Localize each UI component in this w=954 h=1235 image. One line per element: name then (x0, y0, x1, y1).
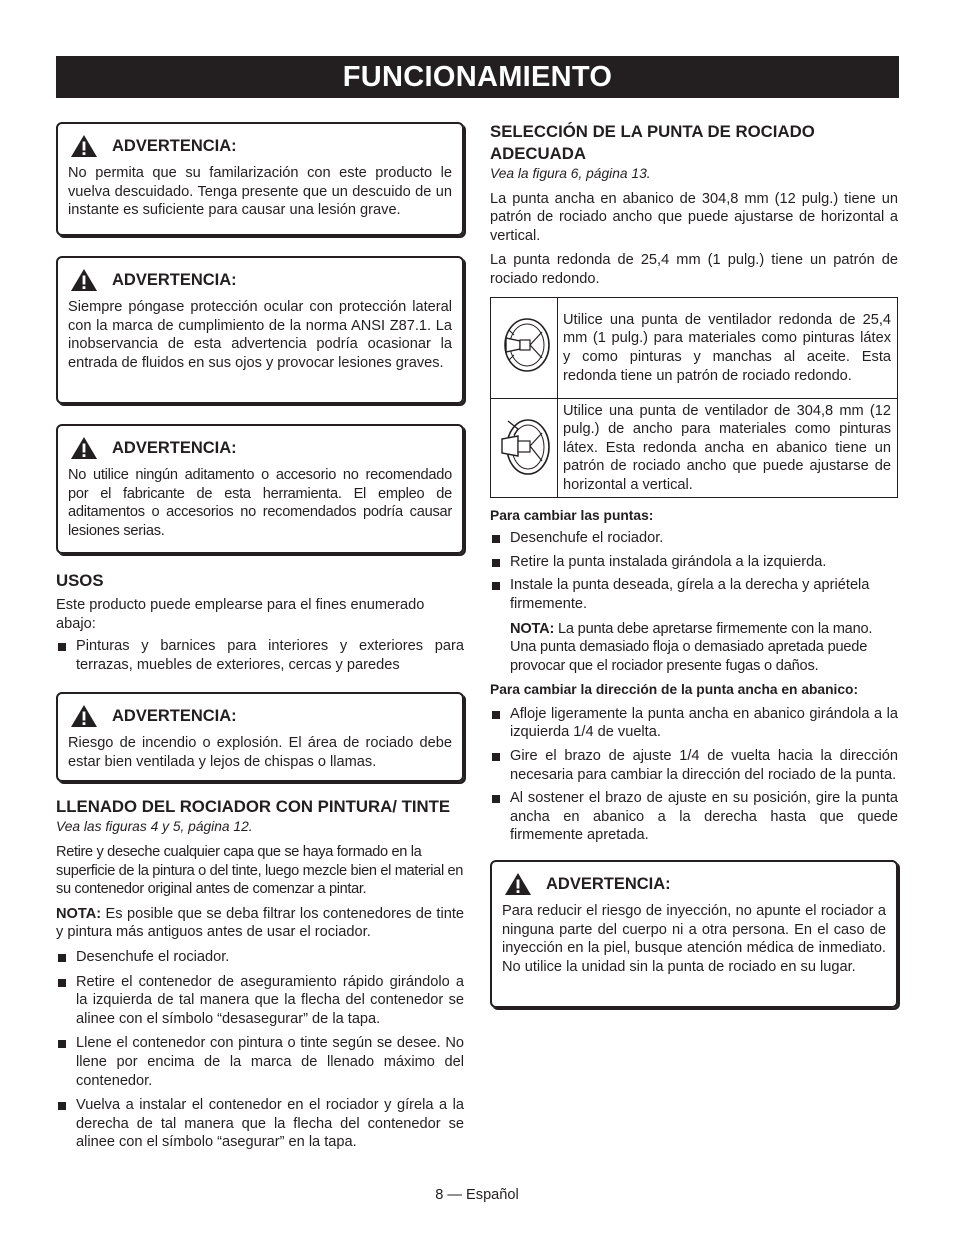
warning-box (56, 692, 464, 782)
section-heading-usos: USOS (56, 571, 104, 590)
change-direction-list (490, 705, 898, 845)
warning-box (56, 256, 464, 404)
tip-description: Utilice una punta de ventilador de 304,8 mm (12 pulg.) de ancho para materiales como pinturas látex. Esta redonda ancha en abanico tiene un patrón de rociado ancho que puede ajustarse de horizontal a vertical. (558, 398, 898, 497)
warning-triangle-icon (70, 134, 98, 158)
list-item: Desenchufe el rociador. (56, 948, 464, 967)
right-column (490, 122, 898, 1008)
warning-header (68, 702, 452, 730)
warning-header (68, 434, 452, 462)
warning-text: Siempre póngase protección ocular con protección lateral con la marca de cumplimiento de la norma ANSI Z87.1. La inobservancia de esta advertencia podría ocasionar la entrada de fluidos en sus ojos y provocar lesiones graves. (68, 299, 452, 371)
warning-text: No permita que su familarización con este producto le vuelva descuidado. Tenga presente que un descuido de un instante es suficiente para causar una lesión grave. (68, 165, 452, 219)
tip-table (490, 297, 898, 498)
list-item: Retire la punta instalada girándola a la izquierda. (490, 553, 898, 572)
note-label: NOTA: (56, 905, 102, 922)
llenado-paragraph: Retire y deseche cualquier capa que se haya formado en la superficie de la pintura o del tinte, luego mezcle bien el material en su contenedor original antes de comenzar a pintar. (56, 843, 464, 898)
note-text: Es posible que se deba filtrar los contenedores de tinte y pintura más antiguos antes de usar el rociador. (56, 905, 464, 941)
tip-image-cell (491, 398, 558, 497)
left-column (56, 122, 464, 1152)
figure-reference: Vea las figuras 4 y 5, página 12. (56, 819, 253, 835)
warning-title: ADVERTENCIA: (112, 270, 237, 289)
change-tips-heading: Para cambiar las puntas: (490, 507, 654, 523)
warning-title: ADVERTENCIA: (112, 707, 237, 726)
seleccion-paragraph: La punta redonda de 25,4 mm (1 pulg.) tiene un patrón de rociado redondo. (490, 252, 898, 287)
warning-triangle-icon (70, 704, 98, 728)
section-heading-llenado: LLENADO DEL ROCIADOR CON PINTURA/ TINTE (56, 797, 451, 817)
warning-header (68, 132, 452, 160)
wide-fan-tip-icon (494, 409, 554, 481)
warning-text: No utilice ningún aditamento o accesorio no recomendado por el fabricante de esta herramienta. El empleo de aditamentos o accesorios no recomendados podría causar lesiones serias. (68, 467, 452, 539)
tip-image-cell (491, 297, 558, 398)
list-item: Llene el contenedor con pintura o tinte según se desee. No llene por encima de la marca de llenado máximo del contenedor. (56, 1034, 464, 1090)
list-item: Desenchufe el rociador. (490, 529, 898, 548)
list-item: Retire el contenedor de aseguramiento rápido girándolo a la izquierda de tal manera que la flecha del contenedor se alinee con el símbolo “desasegurar” de la tapa. (56, 973, 464, 1029)
table-row (491, 398, 898, 497)
list-item: Al sostener el brazo de ajuste en su posición, gire la punta ancha en abanico a la derecha hasta que quede firmemente apretada. (490, 789, 898, 845)
change-tips-note (490, 620, 898, 676)
page-footer: 8 — Español (435, 1187, 519, 1203)
page-title: FUNCIONAMIENTO (56, 56, 899, 98)
usos-list (56, 637, 464, 674)
warning-triangle-icon (70, 268, 98, 292)
warning-text: Para reducir el riesgo de inyección, no apunte el rociador a ninguna parte del cuerpo ni a otra persona. En el caso de inyección en la piel, busque atención médica de inmediato. No utilice la unidad sin la punta de rociado en su lugar. (502, 903, 886, 975)
warning-header (502, 870, 886, 898)
llenado-note (56, 905, 464, 942)
warning-title: ADVERTENCIA: (112, 136, 237, 155)
note-text: La punta debe apretarse firmemente con la mano. Una punta demasiado floja o demasiado apretada puede provocar que el rociador presente fugas o daños. (510, 620, 873, 674)
warning-title: ADVERTENCIA: (546, 874, 671, 893)
warning-box (56, 122, 464, 236)
llenado-list (56, 948, 464, 1152)
list-item: Afloje ligeramente la punta ancha en abanico girándola a la izquierda 1/4 de vuelta. (490, 705, 898, 742)
warning-title: ADVERTENCIA: (112, 438, 237, 457)
list-item: Vuelva a instalar el contenedor en el rociador y gírela a la derecha de tal manera que la flecha del contenedor se alinee con el símbolo “asegurar” en la tapa. (56, 1096, 464, 1152)
change-direction-heading: Para cambiar la dirección de la punta ancha en abanico: (490, 682, 859, 698)
round-tip-icon (494, 310, 554, 380)
tip-description: Utilice una punta de ventilador redonda de 25,4 mm (1 pulg.) para materiales como pinturas látex y como pinturas y manchas al aceite. Esta redonda tiene un patrón de rociado redondo. (558, 297, 898, 398)
section-heading-seleccion: SELECCIÓN DE LA PUNTA DE ROCIADO ADECUADA (490, 122, 815, 163)
change-tips-list (490, 529, 898, 613)
list-item: Gire el brazo de ajuste 1/4 de vuelta hacia la dirección necesaria para cambiar la dirección del rociado de la punta. (490, 747, 898, 784)
warning-box (490, 860, 898, 1008)
warning-triangle-icon (70, 436, 98, 460)
list-item: Pinturas y barnices para interiores y exteriores para terrazas, muebles de exteriores, cercas y paredes (56, 637, 464, 674)
note-label: NOTA: (510, 620, 555, 637)
list-item: Instale la punta deseada, gírela a la derecha y apriétela firmemente. (490, 576, 898, 613)
figure-reference: Vea la figura 6, página 13. (490, 166, 651, 181)
usos-text: Este producto puede emplearse para el fines enumerado abajo: (56, 597, 425, 632)
warning-triangle-icon (504, 872, 532, 896)
table-row (491, 297, 898, 398)
seleccion-paragraph: La punta ancha en abanico de 304,8 mm (12 pulg.) tiene un patrón de rociado ancho que puede ajustarse de horizontal a vertical. (490, 190, 898, 244)
warning-text: Riesgo de incendio o explosión. El área de rociado debe estar bien ventilada y lejos de chispas o llamas. (68, 735, 452, 770)
warning-header (68, 266, 452, 294)
warning-box (56, 424, 464, 554)
